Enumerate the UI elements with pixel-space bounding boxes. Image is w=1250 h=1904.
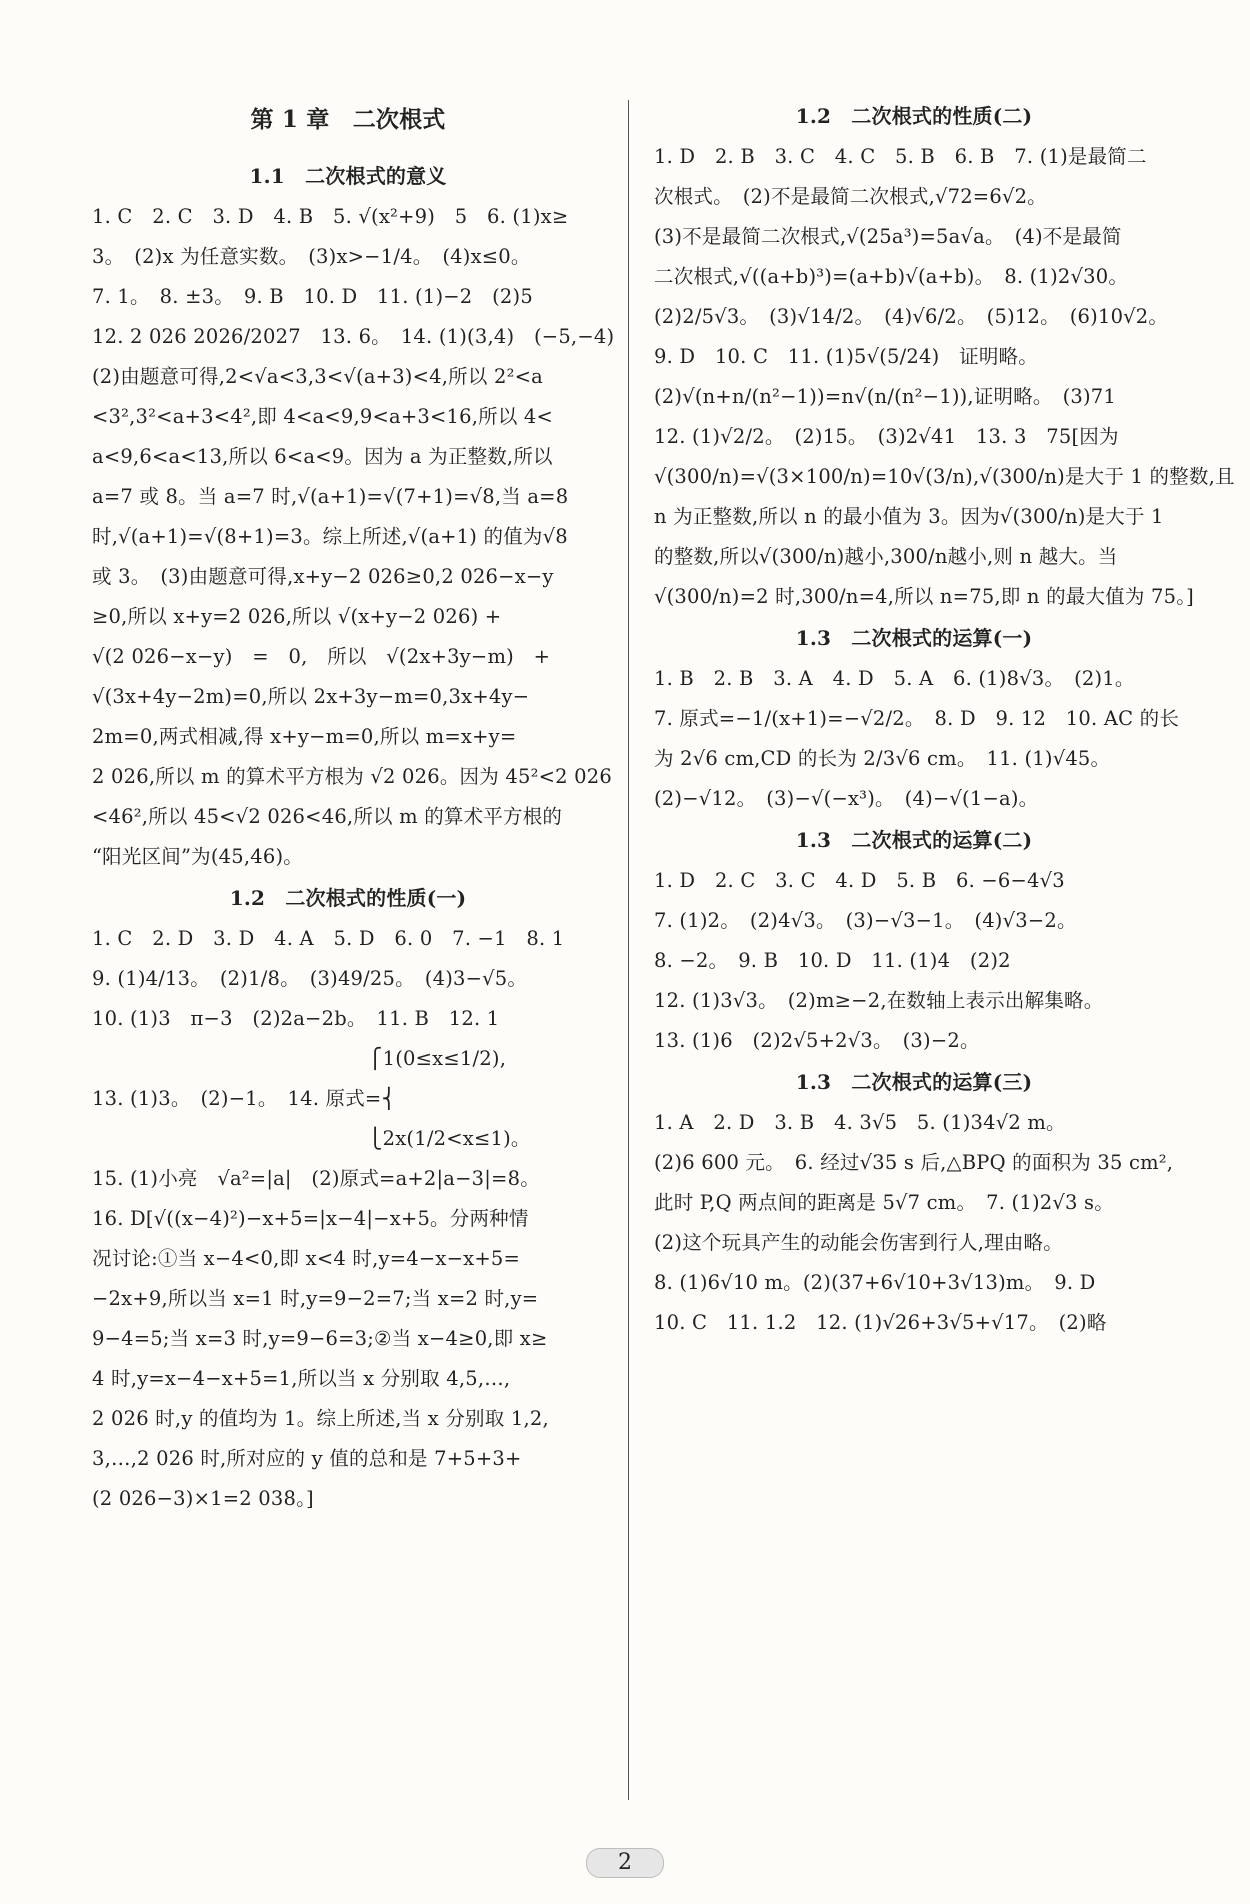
- answer-line: 1. D 2. B 3. C 4. C 5. B 6. B 7. (1)是最简二: [654, 145, 1147, 168]
- answer-line: 1. D 2. C 3. C 4. D 5. B 6. −6−4√3: [654, 869, 1065, 892]
- answer-line: 7. 原式=−1/(x+1)=−√2/2。 8. D 9. 12 10. AC 的长: [654, 707, 1180, 730]
- answer-line: 况讨论:①当 x−4<0,即 x<4 时,y=4−x−x+5=: [92, 1247, 521, 1270]
- answer-block: [654, 861, 1174, 1061]
- answer-line: 时,√(a+1)=√(8+1)=3。综上所述,√(a+1) 的值为√8: [92, 525, 568, 548]
- answer-line: 9−4=5;当 x=3 时,y=9−6=3;②当 x−4≥0,即 x≥: [92, 1327, 548, 1350]
- answer-line: 7. (1)2。 (2)4√3。 (3)−√3−1。 (4)√3−2。: [654, 909, 1077, 932]
- left-column: [92, 95, 615, 1519]
- section-title: 1.1 二次根式的意义: [249, 164, 447, 188]
- answer-line: √(2 026−x−y) = 0, 所以 √(2x+3y−m) +: [92, 645, 551, 668]
- answer-line: √(300/n)=2 时,300/n=4,所以 n=75,即 n 的最大值为 75。]: [654, 585, 1194, 608]
- section-title: 1.3 二次根式的运算(一): [795, 626, 1033, 650]
- answer-line: 1. A 2. D 3. B 4. 3√5 5. (1)34√2 m。: [654, 1111, 1066, 1134]
- page-number: 2: [586, 1848, 664, 1878]
- answer-line: 12. 2 026 2026/2027 13. 6。 14. (1)(3,4) (−5,−4): [92, 325, 615, 348]
- answer-line: <3²,3²<a+3<4²,即 4<a<9,9<a+3<16,所以 4<: [92, 405, 554, 428]
- answer-line: ≥0,所以 x+y=2 026,所以 √(x+y−2 026) +: [92, 605, 502, 628]
- answer-line: 二次根式,√((a+b)³)=(a+b)√(a+b)。 8. (1)2√30。: [654, 265, 1129, 288]
- answer-block: [92, 919, 604, 1519]
- answer-line: 12. (1)√2/2。 (2)15。 (3)2√41 13. 3 75[因为: [654, 425, 1119, 448]
- answer-line: 10. (1)3 π−3 (2)2a−2b。 11. B 12. 1: [92, 1007, 500, 1030]
- answer-block: [654, 659, 1180, 819]
- answer-line: (2)√(n+n/(n²−1))=n√(n/(n²−1)),证明略。 (3)71: [654, 385, 1117, 408]
- answer-line: 的整数,所以√(300/n)越小,300/n越小,则 n 越大。当: [654, 545, 1118, 568]
- right-column: [654, 95, 1235, 1343]
- answer-line: (2)2/5√3。 (3)√14/2。 (4)√6/2。 (5)12。 (6)10√2。: [654, 305, 1169, 328]
- answer-line: 4 时,y=x−4−x+5=1,所以当 x 分别取 4,5,…,: [92, 1367, 511, 1390]
- answer-line: 3。 (2)x 为任意实数。 (3)x>−1/4。 (4)x≤0。: [92, 245, 531, 268]
- answer-block: [654, 137, 1235, 617]
- answer-line: 8. −2。 9. B 10. D 11. (1)4 (2)2: [654, 949, 1011, 972]
- answer-line: 2m=0,两式相减,得 x+y−m=0,所以 m=x+y=: [92, 725, 517, 748]
- section-title: 1.2 二次根式的性质(一): [229, 886, 467, 910]
- answer-line: a<9,6<a<13,所以 6<a<9。因为 a 为正整数,所以: [92, 445, 553, 468]
- answer-line: (3)不是最简二次根式,√(25a³)=5a√a。 (4)不是最简: [654, 225, 1122, 248]
- answer-line: 16. D[√((x−4)²)−x+5=|x−4|−x+5。分两种情: [92, 1207, 529, 1230]
- answer-line: −2x+9,所以当 x=1 时,y=9−2=7;当 x=2 时,y=: [92, 1287, 539, 1310]
- answer-line: (2 026−3)×1=2 038。]: [92, 1487, 314, 1510]
- answer-line: 8. (1)6√10 m。(2)(37+6√10+3√13)m。 9. D: [654, 1271, 1096, 1294]
- answer-line: √(3x+4y−2m)=0,所以 2x+3y−m=0,3x+4y−: [92, 685, 530, 708]
- answer-line: 1. C 2. C 3. D 4. B 5. √(x²+9) 5 6. (1)x≥: [92, 205, 569, 228]
- answer-line: (2)−√12。 (3)−√(−x³)。 (4)−√(1−a)。: [654, 787, 1039, 810]
- answer-line: 13. (1)3。 (2)−1。 14. 原式=⎨: [92, 1087, 397, 1110]
- answer-line: 13. (1)6 (2)2√5+2√3。 (3)−2。: [654, 1029, 980, 1052]
- answer-block: [654, 1103, 1174, 1343]
- answer-line: 此时 P,Q 两点间的距离是 5√7 cm。 7. (1)2√3 s。: [654, 1191, 1114, 1214]
- answer-line: 10. C 11. 1.2 12. (1)√26+3√5+√17。 (2)略: [654, 1311, 1107, 1334]
- answer-line: (2)这个玩具产生的动能会伤害到行人,理由略。: [654, 1231, 1063, 1254]
- answer-line: 9. (1)4/13。 (2)1/8。 (3)49/25。 (4)3−√5。: [92, 967, 528, 990]
- section-title: 1.3 二次根式的运算(二): [795, 828, 1033, 852]
- answer-line: 或 3。 (3)由题意可得,x+y−2 026≥0,2 026−x−y: [92, 565, 554, 588]
- answer-line: 12. (1)3√3。 (2)m≥−2,在数轴上表示出解集略。: [654, 989, 1104, 1012]
- answer-line: n 为正整数,所以 n 的最小值为 3。因为√(300/n)是大于 1: [654, 505, 1164, 528]
- answer-line: 2 026 时,y 的值均为 1。综上所述,当 x 分别取 1,2,: [92, 1407, 549, 1430]
- answer-block: [92, 197, 615, 877]
- answer-line: 15. (1)小亮 √a²=|a| (2)原式=a+2|a−3|=8。: [92, 1167, 540, 1190]
- section-title: 1.3 二次根式的运算(三): [795, 1070, 1033, 1094]
- answer-line: 为 2√6 cm,CD 的长为 2/3√6 cm。 11. (1)√45。: [654, 747, 1111, 770]
- answer-line: <46²,所以 45<√2 026<46,所以 m 的算术平方根的: [92, 805, 563, 828]
- answer-line: (2)由题意可得,2<√a<3,3<√(a+3)<4,所以 2²<a: [92, 365, 543, 388]
- answer-line: √(300/n)=√(3×100/n)=10√(3/n),√(300/n)是大于 1 的整数,且: [654, 465, 1235, 488]
- answer-line: 3,…,2 026 时,所对应的 y 值的总和是 7+5+3+: [92, 1447, 522, 1470]
- answer-line: 9. D 10. C 11. (1)5√(5/24) 证明略。: [654, 345, 1038, 368]
- answer-line: a=7 或 8。当 a=7 时,√(a+1)=√(7+1)=√8,当 a=8: [92, 485, 569, 508]
- answer-line: 1. C 2. D 3. D 4. A 5. D 6. 0 7. −1 8. 1: [92, 927, 565, 950]
- section-title: 1.2 二次根式的性质(二): [795, 104, 1033, 128]
- column-divider: [628, 100, 629, 1800]
- answer-line: ⎩2x(1/2<x≤1)。: [92, 1127, 531, 1150]
- chapter-title: 第 1 章 二次根式: [250, 106, 446, 133]
- answer-line: ⎧1(0≤x≤1/2),: [92, 1047, 507, 1070]
- answer-line: 7. 1。 8. ±3。 9. B 10. D 11. (1)−2 (2)5: [92, 285, 533, 308]
- answer-line: 2 026,所以 m 的算术平方根为 √2 026。因为 45²<2 026: [92, 765, 612, 788]
- answer-line: 次根式。 (2)不是最简二次根式,√72=6√2。: [654, 185, 1047, 208]
- page-footer: [0, 1848, 1250, 1878]
- answer-line: 1. B 2. B 3. A 4. D 5. A 6. (1)8√3。 (2)1。: [654, 667, 1135, 690]
- answer-line: (2)6 600 元。 6. 经过√35 s 后,△BPQ 的面积为 35 cm²,: [654, 1151, 1174, 1174]
- answer-line: “阳光区间”为(45,46)。: [92, 845, 303, 868]
